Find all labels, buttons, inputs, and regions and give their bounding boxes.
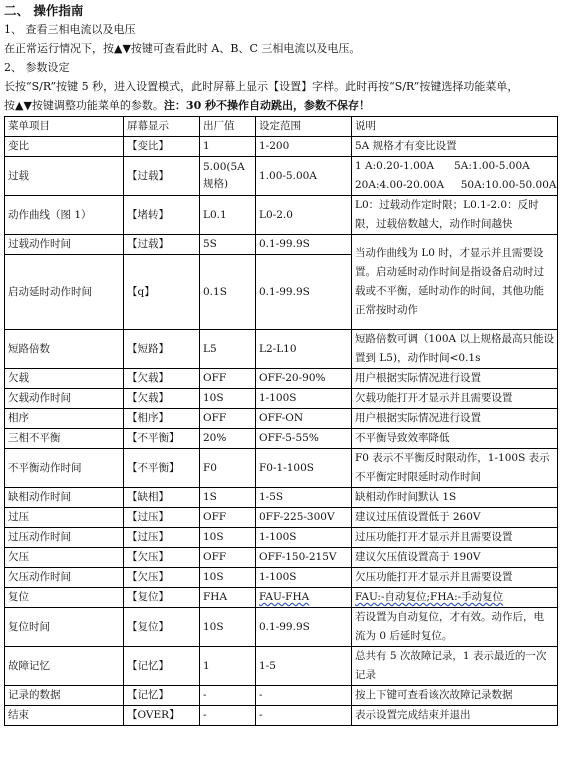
- table-cell: 欠压功能打开才显示并且需要设置: [352, 568, 558, 588]
- table-cell: 用户根据实际情况进行设置: [352, 369, 558, 389]
- table-cell: 缺相动作时间默认 1S: [352, 488, 558, 508]
- table-cell: 【缺相】: [124, 488, 200, 508]
- table-cell: 过压功能打开才显示并且需要设置: [352, 528, 558, 548]
- table-cell: 0.1-99.9S: [256, 255, 352, 330]
- table-cell: 【复位】: [124, 588, 200, 608]
- table-cell: 缺相动作时间: [5, 488, 124, 508]
- table-cell: 【欠压】: [124, 548, 200, 568]
- table-cell: L5: [200, 330, 256, 369]
- table-cell: 建议过压值设置低于 260V: [352, 508, 558, 528]
- table-cell: 1-5S: [256, 488, 352, 508]
- table-cell: 【堵转】: [124, 196, 200, 235]
- table-cell: 1.00-5.00A: [256, 157, 352, 196]
- table-cell: 【过载】: [124, 235, 200, 255]
- table-cell: 1-100S: [256, 389, 352, 409]
- table-row: [5, 369, 558, 389]
- table-cell: 1-100S: [256, 568, 352, 588]
- table-cell: -: [256, 686, 352, 706]
- table-row: [5, 588, 558, 608]
- table-row: [5, 706, 558, 726]
- table-cell: 建议欠压值设置高于 190V: [352, 548, 558, 568]
- table-cell: L0：过载动作定时限；L0.1-2.0：反时限，过载倍数越大，动作时间越快: [352, 196, 558, 235]
- table-cell: 【欠载】: [124, 389, 200, 409]
- table-cell: [256, 588, 352, 608]
- table-cell: F0: [200, 449, 256, 488]
- table-row: [5, 196, 558, 235]
- table-cell: L0-2.0: [256, 196, 352, 235]
- document: [4, 0, 557, 726]
- parameter-table: [4, 116, 558, 726]
- table-cell: 【过压】: [124, 528, 200, 548]
- table-row: [5, 389, 558, 409]
- table-header: 设定范围: [256, 117, 352, 137]
- table-cell: 短路倍数: [5, 330, 124, 369]
- table-cell: 故障记忆: [5, 647, 124, 686]
- table-cell: 【短路】: [124, 330, 200, 369]
- table-cell: -: [200, 686, 256, 706]
- table-header-row: [5, 117, 558, 137]
- table-row: [5, 137, 558, 157]
- table-cell: 过压: [5, 508, 124, 528]
- table-row: [5, 429, 558, 449]
- table-header: 说明: [352, 117, 558, 137]
- table-cell: 三相不平衡: [5, 429, 124, 449]
- table-cell: FHA: [200, 588, 256, 608]
- table-row: [5, 330, 558, 369]
- reset-range-text: FAU-FHA: [259, 591, 310, 603]
- table-cell: 1-100S: [256, 528, 352, 548]
- table-cell: 变比: [5, 137, 124, 157]
- table-cell: 20A:4.00-20.00A 50A:10.00-50.00A: [352, 176, 558, 196]
- table-cell: L0.1: [200, 196, 256, 235]
- table-cell: 1: [200, 137, 256, 157]
- item2-text-2: [4, 96, 557, 115]
- table-cell: OFF: [200, 508, 256, 528]
- table-cell: 10S: [200, 568, 256, 588]
- table-row: [5, 508, 558, 528]
- table-cell: 欠载: [5, 369, 124, 389]
- table-cell: 【记忆】: [124, 686, 200, 706]
- item1-text: 在正常运行情况下，按▲▼按键可查看此时 A、B、C 三相电流以及电压。: [4, 42, 361, 55]
- table-cell: 1: [200, 647, 256, 686]
- table-cell: F0-1-100S: [256, 449, 352, 488]
- table-cell: 20%: [200, 429, 256, 449]
- table-cell: OFF-5-55%: [256, 429, 352, 449]
- table-cell: 复位时间: [5, 608, 124, 647]
- table-cell: 【欠压】: [124, 568, 200, 588]
- table-cell: 动作曲线（图 1）: [5, 196, 124, 235]
- table-row: [5, 488, 558, 508]
- table-cell: 不平衡导致效率降低: [352, 429, 558, 449]
- item2-text-1: 长按“S/R”按键 5 秒，进入设置模式，此时屏幕上显示【设置】字样。此时再按“S/R”按键选择功能菜单，: [4, 80, 519, 93]
- table-cell: 【变比】: [124, 137, 200, 157]
- table-cell: OFF: [200, 369, 256, 389]
- table-row: [5, 686, 558, 706]
- table-cell: 用户根据实际情况进行设置: [352, 409, 558, 429]
- table-cell: 记录的数据: [5, 686, 124, 706]
- table-cell: 相序: [5, 409, 124, 429]
- table-row: [5, 568, 558, 588]
- table-cell: 10S: [200, 528, 256, 548]
- table-cell: 【记忆】: [124, 647, 200, 686]
- table-cell: 【不平衡】: [124, 429, 200, 449]
- table-cell: L2-L10: [256, 330, 352, 369]
- table-cell: 过压动作时间: [5, 528, 124, 548]
- reset-description-text: FAU:-自动复位;FHA:-手动复位: [355, 591, 504, 603]
- table-cell: 【相序】: [124, 409, 200, 429]
- table-row: [5, 548, 558, 568]
- table-header: 屏幕显示: [124, 117, 200, 137]
- table-cell: 1-5: [256, 647, 352, 686]
- table-cell: F0 表示不平衡反时限动作，1-100S 表示不平衡定时限延时动作时间: [352, 449, 558, 488]
- table-cell: OFF: [200, 409, 256, 429]
- table-cell: 过载: [5, 157, 124, 196]
- table-cell: 【q】: [124, 255, 200, 330]
- table-cell: 0.1-99.9S: [256, 235, 352, 255]
- table-cell: 按上下键可查看该次故障记录数据: [352, 686, 558, 706]
- table-row: [5, 449, 558, 488]
- table-cell: 【复位】: [124, 608, 200, 647]
- table-row: [5, 409, 558, 429]
- table-cell: 5A 规格才有变比设置: [352, 137, 558, 157]
- table-cell: 1S: [200, 488, 256, 508]
- table-cell: 10S: [200, 608, 256, 647]
- table-cell: 表示设置完成结束并退出: [352, 706, 558, 726]
- table-cell: 【不平衡】: [124, 449, 200, 488]
- table-cell: [352, 588, 558, 608]
- table-cell: 5S: [200, 235, 256, 255]
- table-cell: 5.00(5A 规格): [200, 157, 256, 196]
- section-title: 二、 操作指南: [4, 3, 84, 18]
- table-cell: 0.1-99.9S: [256, 608, 352, 647]
- table-cell: -: [200, 706, 256, 726]
- table-header: 出厂值: [200, 117, 256, 137]
- table-row: [5, 608, 558, 647]
- table-cell: 结束: [5, 706, 124, 726]
- table-cell: 总共有 5 次故障记录，1 表示最近的一次记录: [352, 647, 558, 686]
- item1-title: 1、 查看三相电流以及电压: [4, 23, 136, 36]
- table-cell: OFF: [200, 548, 256, 568]
- item2-text-2-body: 按▲▼按键调整功能菜单的参数。: [4, 99, 164, 112]
- table-row: [5, 528, 558, 548]
- table-cell: OFF-150-215V: [256, 548, 352, 568]
- table-cell: -: [256, 706, 352, 726]
- table-cell: OFF-ON: [256, 409, 352, 429]
- table-cell: 0FF-225-300V: [256, 508, 352, 528]
- table-cell: 启动延时动作时间: [5, 255, 124, 330]
- table-cell: 1-200: [256, 137, 352, 157]
- item2-title: 2、 参数设定: [4, 61, 70, 74]
- table-cell: 欠载动作时间: [5, 389, 124, 409]
- table-cell: OFF-20-90%: [256, 369, 352, 389]
- table-cell: 0.1S: [200, 255, 256, 330]
- item2-note: 注：30 秒不操作自动跳出，参数不保存！: [163, 99, 371, 112]
- table-row: [5, 157, 558, 177]
- table-cell: 欠压: [5, 548, 124, 568]
- table-cell: 欠载功能打开才显示并且需要设置: [352, 389, 558, 409]
- table-cell: 1 A:0.20-1.00A 5A:1.00-5.00A: [352, 157, 558, 177]
- table-cell: 【OVER】: [124, 706, 200, 726]
- table-cell: 【过压】: [124, 508, 200, 528]
- table-cell: 短路倍数可调（100A 以上规格最高只能设置到 L5)，动作时间<0.1s: [352, 330, 558, 369]
- table-cell: 【过载】: [124, 157, 200, 196]
- table-header: 菜单项目: [5, 117, 124, 137]
- table-row: [5, 647, 558, 686]
- table-row: [5, 235, 558, 255]
- table-cell: 若设置为自动复位，才有效。动作后，电流为 0 后延时复位。: [352, 608, 558, 647]
- table-cell: 欠压动作时间: [5, 568, 124, 588]
- table-cell: 过载动作时间: [5, 235, 124, 255]
- table-cell: 不平衡动作时间: [5, 449, 124, 488]
- table-cell: 10S: [200, 389, 256, 409]
- table-cell: 复位: [5, 588, 124, 608]
- table-cell: 【欠载】: [124, 369, 200, 389]
- table-cell: 当动作曲线为 L0 时，才显示并且需要设置。启动延时动作时间是指设备启动时过载或不平衡，延时动作的时间，其他功能正常按时动作: [352, 235, 558, 330]
